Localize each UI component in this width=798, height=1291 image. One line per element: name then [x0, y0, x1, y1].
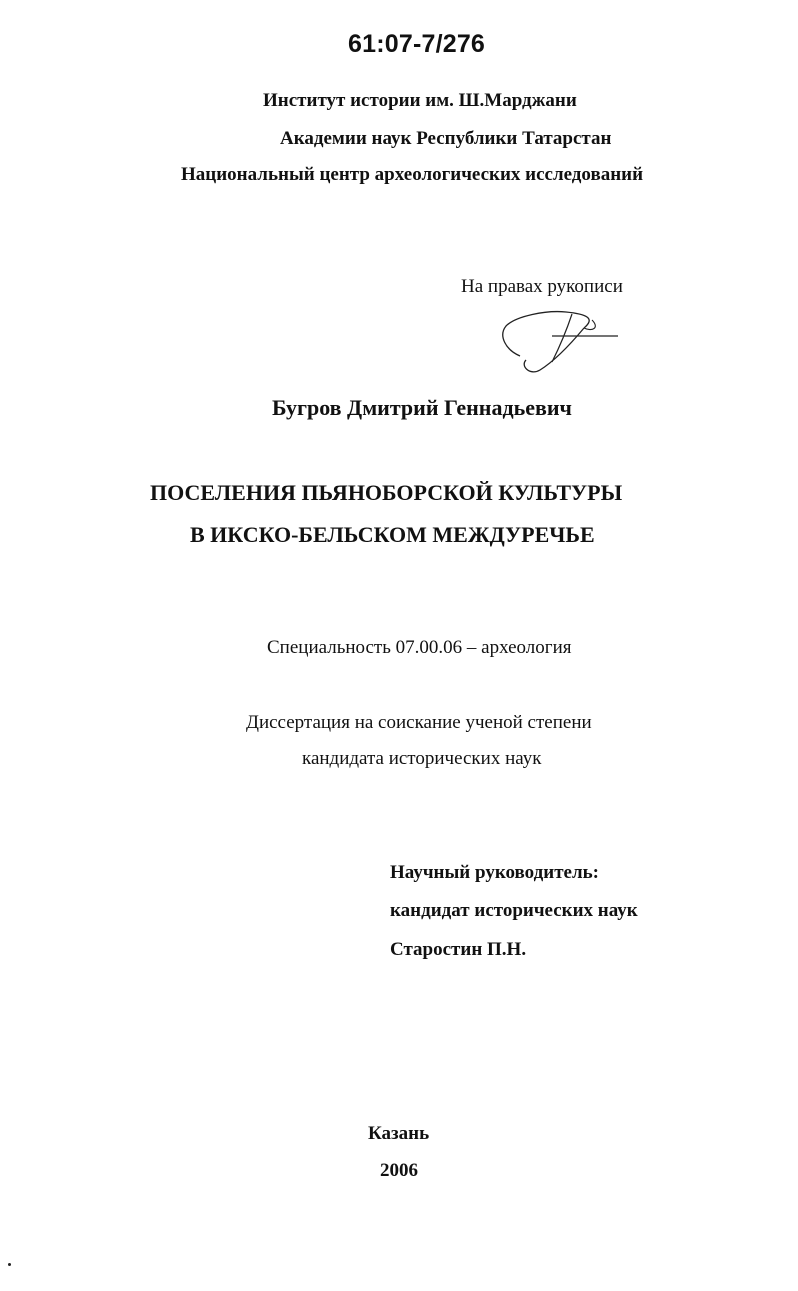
year: 2006: [380, 1160, 418, 1181]
institution-line-1: Институт истории им. Ш.Марджани: [263, 90, 577, 111]
supervisor-name: Старостин П.Н.: [390, 939, 527, 960]
dissertation-title-line-2: В ИКСКО-БЕЛЬСКОМ МЕЖДУРЕЧЬЕ: [190, 522, 595, 547]
institution-line-3: Национальный центр археологических исследований: [181, 164, 644, 185]
supervisor-degree: кандидат исторических наук: [390, 900, 638, 921]
supervisor-label: Научный руководитель:: [390, 862, 599, 883]
archive-stamp-code: 61:07-7/276: [348, 30, 486, 58]
city: Казань: [368, 1123, 430, 1144]
signature-icon: [496, 306, 626, 376]
degree-line-2: кандидата исторических наук: [302, 748, 542, 769]
manuscript-rights-note: На правах рукописи: [461, 276, 623, 297]
institution-line-2: Академии наук Республики Татарстан: [280, 128, 612, 149]
scan-artifact-dot: [8, 1263, 11, 1266]
specialty-line: Специальность 07.00.06 – археология: [267, 637, 572, 658]
degree-line-1: Диссертация на соискание ученой степени: [246, 712, 592, 733]
dissertation-title-line-1: ПОСЕЛЕНИЯ ПЬЯНОБОРСКОЙ КУЛЬТУРЫ: [150, 480, 623, 505]
author-name: Бугров Дмитрий Геннадьевич: [272, 395, 572, 420]
